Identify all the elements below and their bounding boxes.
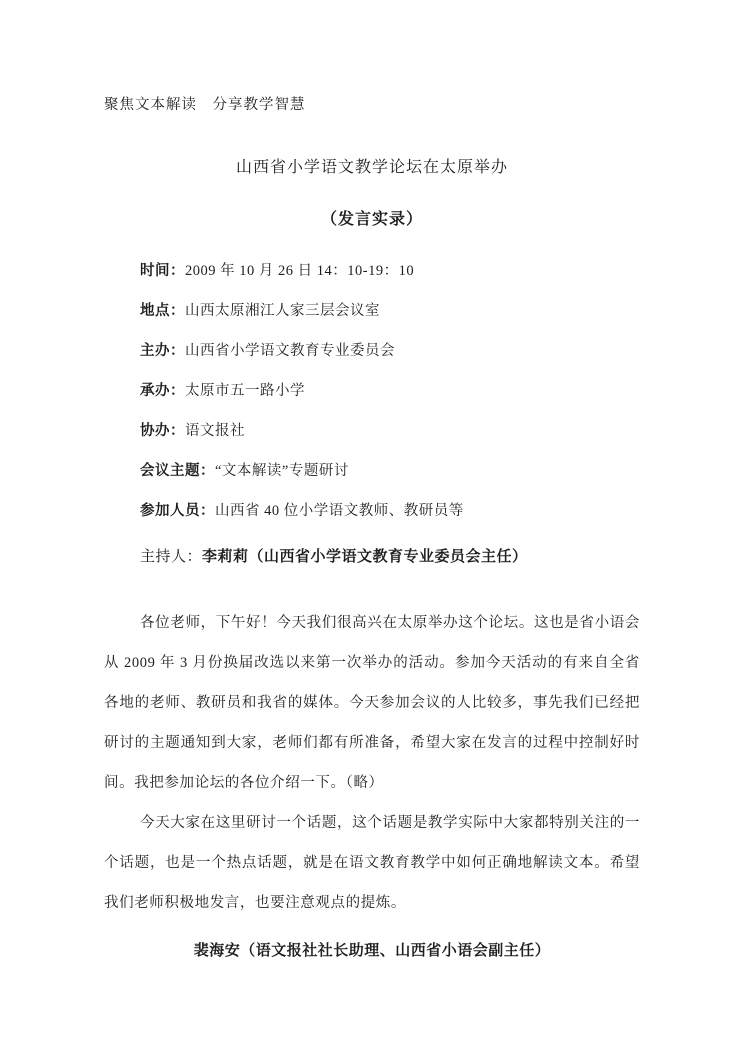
meta-label-coorganizer: 协办： [140,423,185,439]
meta-row-participants [104,491,640,531]
meta-value-coorganizer: 语文报社 [185,423,245,439]
meta-label-location: 地点： [140,303,185,319]
meta-row-undertaker [104,371,640,411]
document-title: 山西省小学语文教学论坛在太原举办 [235,159,508,176]
speech-paragraph-2: 今天大家在这里研讨一个话题，这个话题是教学实际中大家都特别关注的一个话题，也是一个热点话题，就是在语文教育教学中如何正确地解读文本。希望我们老师积极地发言，也要注意观点的提炼。 [104,815,640,911]
header-slogan: 聚焦文本解读 分享教学智慧 [104,97,306,113]
meta-list [104,251,640,531]
meta-row-organizer [104,331,640,371]
meta-label-theme: 会议主题： [140,463,215,479]
meta-label-time: 时间： [140,263,185,279]
meta-value-time: 2009 年 10 月 26 日 14：10-19：10 [185,263,415,279]
meta-label-undertaker: 承办： [140,383,185,399]
host-name-title: 李莉莉（山西省小学语文教育专业委员会主任） [202,549,528,565]
meta-value-theme: “文本解读”专题研讨 [215,463,349,479]
meta-label-participants: 参加人员： [140,503,215,519]
meta-value-location: 山西太原湘江人家三层会议室 [185,303,380,319]
meta-row-location [104,291,640,331]
host-label: 主持人： [140,549,203,565]
meta-row-theme [104,451,640,491]
speech-paragraph-1: 各位老师，下午好！今天我们很高兴在太原举办这个论坛。这也是省小语会从 2009 年 3 月份换届改选以来第一次举办的活动。参加今天活动的有来自全省各地的老师、教研员和我省的媒体。今天参加会议的人比较多，事先我们已经把研讨的主题通知到大家，老师们都有所准备，希望大家在发言的过程中控制好时间。我把参加论坛的各位介绍一下。（略） [104,615,640,791]
meta-row-coorganizer [104,411,640,451]
host-row [104,537,640,577]
meta-label-organizer: 主办： [140,343,185,359]
meta-row-time [104,251,640,291]
speaker-heading: 裴海安（语文报社社长助理、山西省小语会副主任） [193,943,551,959]
meta-value-participants: 山西省 40 位小学语文教师、教研员等 [215,503,464,519]
speech-body [104,603,640,923]
meta-value-undertaker: 太原市五一路小学 [185,383,305,399]
document-subtitle: （发言实录） [320,211,423,228]
meta-value-organizer: 山西省小学语文教育专业委员会 [185,343,395,359]
